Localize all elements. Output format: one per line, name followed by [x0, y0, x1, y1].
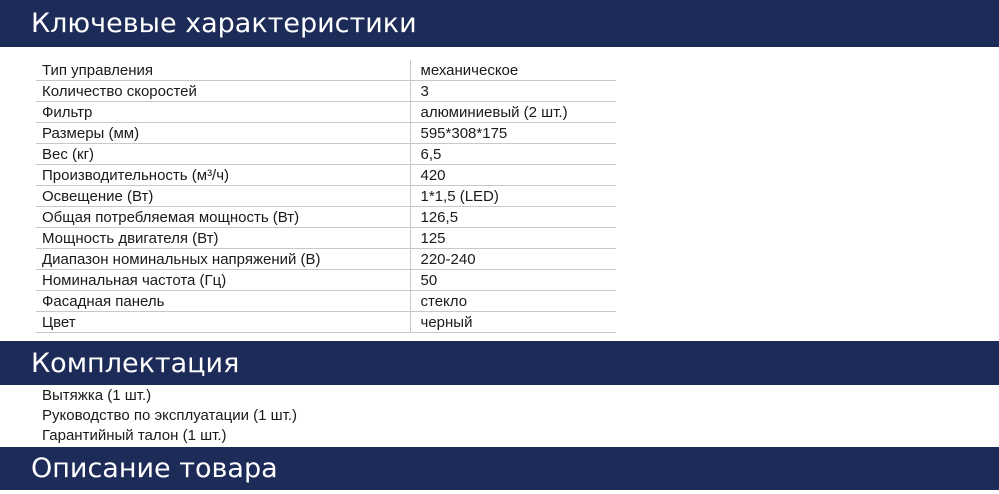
spec-value: 420 — [410, 165, 616, 186]
spec-label: Номинальная частота (Гц) — [36, 270, 410, 291]
spec-value: черный — [410, 312, 616, 333]
table-row — [36, 207, 616, 228]
section-title: Ключевые характеристики — [31, 8, 417, 39]
kit-list — [42, 386, 297, 446]
spec-label: Фасадная панель — [36, 291, 410, 312]
spec-label: Количество скоростей — [36, 81, 410, 102]
spec-label: Производительность (м³/ч) — [36, 165, 410, 186]
table-row — [36, 228, 616, 249]
table-row — [36, 270, 616, 291]
section-header-description — [0, 447, 999, 490]
table-row — [36, 81, 616, 102]
spec-label: Фильтр — [36, 102, 410, 123]
spec-value: 1*1,5 (LED) — [410, 186, 616, 207]
spec-value: 3 — [410, 81, 616, 102]
spec-value: 220-240 — [410, 249, 616, 270]
table-row — [36, 165, 616, 186]
list-item: Гарантийный талон (1 шт.) — [42, 427, 227, 444]
spec-label: Цвет — [36, 312, 410, 333]
section-header-kit — [0, 341, 999, 385]
spec-label: Диапазон номинальных напряжений (В) — [36, 249, 410, 270]
spec-label: Размеры (мм) — [36, 123, 410, 144]
spec-value: 125 — [410, 228, 616, 249]
section-header-specs — [0, 0, 999, 47]
spec-label: Общая потребляемая мощность (Вт) — [36, 207, 410, 228]
section-title: Описание товара — [31, 453, 278, 484]
spec-value: 126,5 — [410, 207, 616, 228]
list-item: Вытяжка (1 шт.) — [42, 387, 152, 404]
table-row — [36, 186, 616, 207]
specs-table — [36, 60, 616, 333]
table-row — [36, 123, 616, 144]
spec-value: алюминиевый (2 шт.) — [410, 102, 616, 123]
spec-value: механическое — [410, 60, 616, 81]
section-title: Комплектация — [31, 347, 240, 379]
table-row — [36, 144, 616, 165]
spec-value: стекло — [410, 291, 616, 312]
spec-value: 50 — [410, 270, 616, 291]
table-row — [36, 249, 616, 270]
spec-value: 6,5 — [410, 144, 616, 165]
spec-label: Тип управления — [36, 60, 410, 81]
table-row — [36, 291, 616, 312]
table-row — [36, 60, 616, 81]
spec-label: Освещение (Вт) — [36, 186, 410, 207]
table-row — [36, 102, 616, 123]
list-item: Руководство по эксплуатации (1 шт.) — [42, 407, 298, 424]
table-row — [36, 312, 616, 333]
spec-label: Мощность двигателя (Вт) — [36, 228, 410, 249]
spec-value: 595*308*175 — [410, 123, 616, 144]
spec-label: Вес (кг) — [36, 144, 410, 165]
